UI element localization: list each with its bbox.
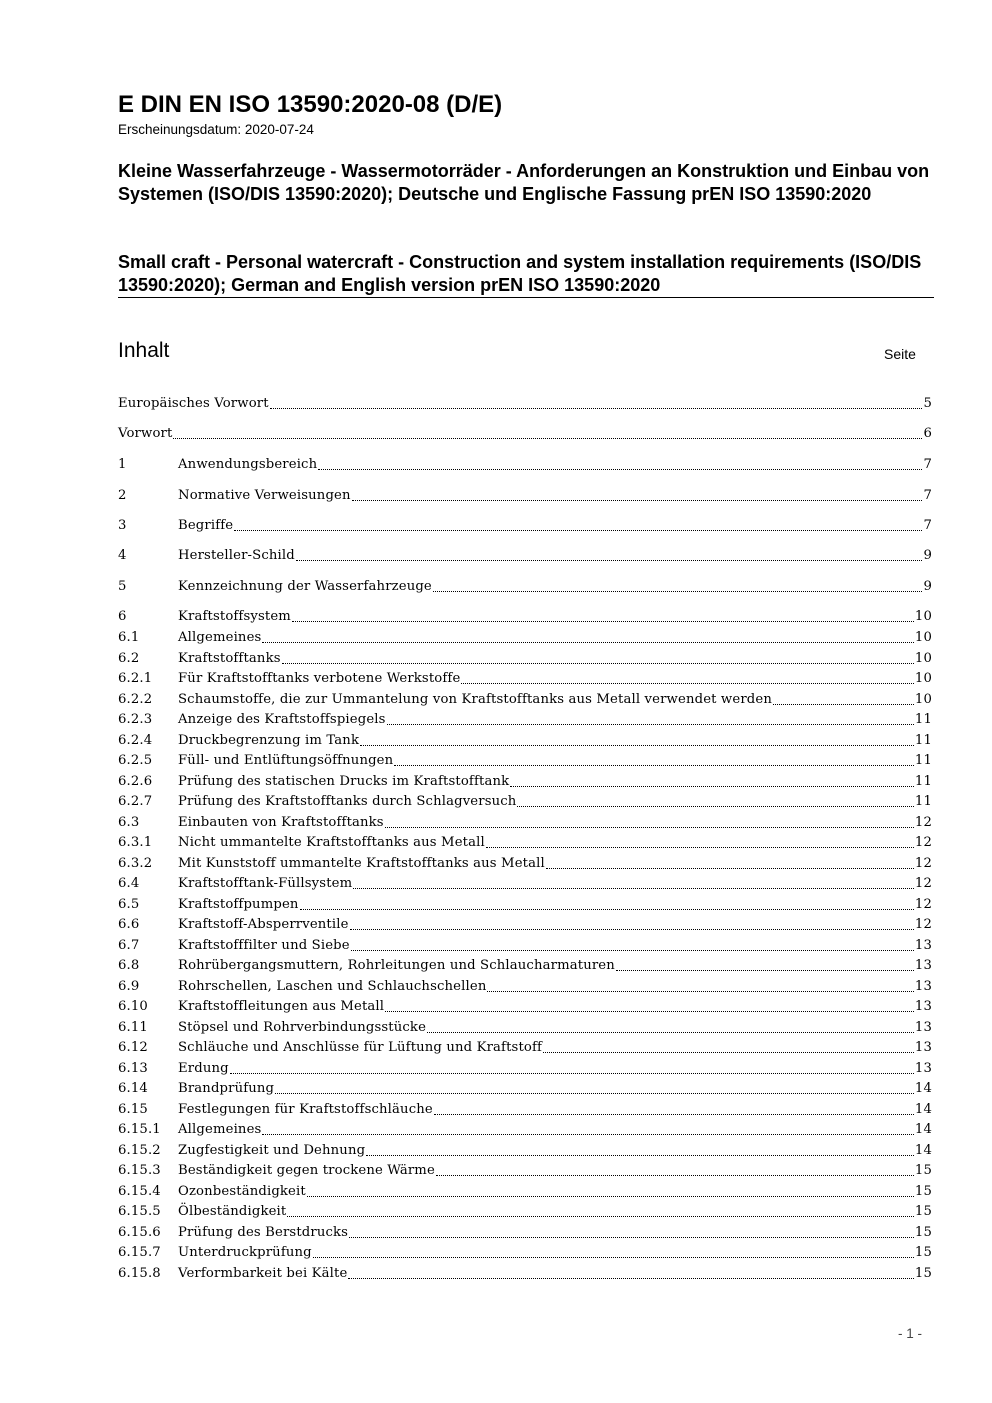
toc-entry[interactable] xyxy=(118,1264,932,1284)
toc-entry-page: 12 xyxy=(914,896,932,912)
toc-entry-number: 6.2 xyxy=(118,650,140,666)
toc-entry-page: 15 xyxy=(914,1245,932,1260)
toc-entry-number: 6.15.2 xyxy=(118,1142,161,1158)
toc-entry-title[interactable]: Hersteller-Schild xyxy=(178,548,295,563)
toc-entry-page: 14 xyxy=(914,1101,932,1117)
dot-leader xyxy=(230,1072,914,1074)
toc-entry-page: 10 xyxy=(914,650,932,666)
toc-entry-page: 15 xyxy=(914,1163,932,1178)
toc-entry-title[interactable]: Füll- und Entlüftungsöffnungen xyxy=(178,753,394,768)
title-german: Kleine Wasserfahrzeuge - Wassermotorräder - Anforderungen an Konstruktion und Einbau von Systemen (ISO/DIS 13590:2020); Deutsche und Englische Fassung prEN ISO 13590:2020 xyxy=(118,161,930,204)
dot-leader xyxy=(543,1051,914,1053)
toc-entry-page: 12 xyxy=(914,917,932,932)
document-id: E DIN EN ISO 13590:2020-08 (D/E) xyxy=(118,91,503,118)
toc-entry-page: 10 xyxy=(914,671,932,686)
dot-leader xyxy=(292,620,914,622)
toc-entry-page: 11 xyxy=(914,753,932,768)
dot-leader xyxy=(351,949,914,951)
dot-leader xyxy=(353,887,914,889)
dot-leader xyxy=(300,908,914,910)
toc-entry[interactable] xyxy=(118,1018,932,1038)
toc-entry-page: 12 xyxy=(914,835,932,850)
toc-entry-number: 6.10 xyxy=(118,999,148,1014)
toc-entry-page: 13 xyxy=(914,1019,932,1035)
toc-entry-number: 6.1 xyxy=(118,630,140,645)
toc-entry-number: 6.15.7 xyxy=(118,1245,161,1260)
toc-entry-title[interactable]: Anwendungsbereich xyxy=(178,457,318,472)
toc-entry-page: 13 xyxy=(914,958,932,973)
dot-leader xyxy=(436,1174,914,1176)
toc-entry-title[interactable]: Normative Verweisungen xyxy=(178,488,351,503)
dot-leader xyxy=(282,662,914,664)
toc-entry-number: 6.4 xyxy=(118,876,140,891)
toc-entry[interactable] xyxy=(118,577,932,597)
toc-entry[interactable] xyxy=(118,833,932,853)
toc-entry[interactable] xyxy=(118,1243,932,1263)
dot-leader xyxy=(773,703,914,705)
toc-entry[interactable] xyxy=(118,486,932,506)
toc-entry-number: 6.8 xyxy=(118,958,140,973)
toc-entry[interactable] xyxy=(118,607,932,627)
dot-leader xyxy=(546,867,914,869)
toc-entry-title[interactable]: Prüfung des Kraftstofftanks durch Schlagversuch xyxy=(178,794,517,809)
toc-entry-page: 14 xyxy=(914,1142,932,1158)
toc-entry-number: 6.2.5 xyxy=(118,753,153,768)
dot-leader xyxy=(427,1031,914,1033)
toc-entry[interactable] xyxy=(118,813,932,833)
toc-entry-title[interactable]: Allgemeines xyxy=(178,630,262,645)
toc-entry-number: 1 xyxy=(118,457,127,472)
toc-entry-title[interactable]: Mit Kunststoff ummantelte Kraftstofftanks aus Metall xyxy=(178,855,545,871)
toc-entry-page: 11 xyxy=(914,712,932,727)
toc-entry-title[interactable]: Prüfung des Berstdrucks xyxy=(178,1224,349,1240)
toc-entry-page: 14 xyxy=(914,1122,932,1137)
toc-entry-page: 9 xyxy=(923,548,932,563)
toc-entry-number: 6.15.8 xyxy=(118,1265,161,1281)
toc-entry[interactable] xyxy=(118,997,932,1017)
toc-entry-number: 6.15.5 xyxy=(118,1204,161,1219)
toc-entry[interactable] xyxy=(118,424,932,444)
toc-entry-title[interactable]: Begriffe xyxy=(178,518,234,533)
toc-entry-number: 6.15 xyxy=(118,1101,148,1117)
toc-entry-title[interactable]: Für Kraftstofftanks verbotene Werkstoffe xyxy=(178,671,461,686)
dot-leader xyxy=(510,785,914,787)
dot-leader xyxy=(385,1010,914,1012)
toc-entry-page: 6 xyxy=(923,426,932,441)
toc-entry[interactable] xyxy=(118,1079,932,1099)
toc-entry-title[interactable]: Stöpsel und Rohrverbindungsstücke xyxy=(178,1019,427,1035)
toc-entry-page: 10 xyxy=(914,691,932,707)
toc-entry[interactable] xyxy=(118,874,932,894)
toc-entry-number: 6 xyxy=(118,609,127,624)
toc-entry-title[interactable]: Ozonbeständigkeit xyxy=(178,1183,306,1199)
toc-entry-number: 6.15.6 xyxy=(118,1224,161,1240)
toc-entry-number: 5 xyxy=(118,579,127,594)
toc-entry-title[interactable]: Druckbegrenzung im Tank xyxy=(178,732,360,748)
toc-entry[interactable] xyxy=(118,1161,932,1181)
toc-entry-title[interactable]: Kraftstofftanks xyxy=(178,650,281,666)
dot-leader xyxy=(173,437,922,439)
toc-entry-number: 6.6 xyxy=(118,917,140,932)
toc-entry-title[interactable]: Schläuche und Anschlüsse für Lüftung und Kraftstoff xyxy=(178,1040,543,1055)
toc-entry-number: 4 xyxy=(118,548,127,563)
toc-entry-title[interactable]: Erdung xyxy=(178,1060,229,1076)
toc-entry-number: 6.2.1 xyxy=(118,671,153,686)
toc-entry-title[interactable]: Kraftstofftank-Füllsystem xyxy=(178,876,353,891)
page-number: - 1 - xyxy=(898,1326,923,1341)
dot-leader xyxy=(318,468,922,470)
title-english: Small craft - Personal watercraft - Construction and system installation requirements (ISO/DIS 13590:2020); German and English version prEN ISO 13590:2020 xyxy=(118,252,922,295)
toc-entry-page: 13 xyxy=(914,937,932,953)
toc-entry-page: 11 xyxy=(914,794,932,809)
toc-entry-number: 6.3.2 xyxy=(118,855,153,871)
dot-leader xyxy=(270,407,923,409)
toc-entry-number: 6.3.1 xyxy=(118,835,153,850)
toc-entry-title[interactable]: Vorwort xyxy=(118,426,173,441)
toc-entry-page: 5 xyxy=(923,396,932,411)
toc-entry-page: 15 xyxy=(914,1265,932,1281)
toc-entry-number: 6.9 xyxy=(118,978,140,994)
toc-entry[interactable] xyxy=(118,915,932,935)
dot-leader xyxy=(360,744,914,746)
toc-entry[interactable] xyxy=(118,710,932,730)
toc-entry[interactable] xyxy=(118,792,932,812)
toc-entry-title[interactable]: Kraftstoffleitungen aus Metall xyxy=(178,999,385,1014)
toc-entry-number: 6.2.7 xyxy=(118,794,153,809)
toc-heading: Inhalt xyxy=(118,339,170,362)
toc-entry-title[interactable]: Einbauten von Kraftstofftanks xyxy=(178,814,384,830)
toc-entry[interactable] xyxy=(118,751,932,771)
toc-entry-title[interactable]: Beständigkeit gegen trockene Wärme xyxy=(178,1163,435,1178)
publication-date: Erscheinungsdatum: 2020-07-24 xyxy=(118,122,314,137)
dot-leader xyxy=(433,590,923,592)
toc-entry-title[interactable]: Nicht ummantelte Kraftstofftanks aus Metall xyxy=(178,835,485,850)
toc-entry-title[interactable]: Brandprüfung xyxy=(178,1081,275,1096)
toc-entry-page: 10 xyxy=(914,630,932,645)
toc-entry[interactable] xyxy=(118,1059,932,1079)
dot-leader xyxy=(287,1215,914,1217)
toc-entry-page: 13 xyxy=(914,1060,932,1076)
toc-entry-page: 15 xyxy=(914,1204,932,1219)
toc-entry[interactable] xyxy=(118,649,932,669)
toc-entry-page: 7 xyxy=(923,457,932,472)
dot-leader xyxy=(275,1092,914,1094)
toc-entry-page: 12 xyxy=(914,876,932,891)
toc-entry-title[interactable]: Kraftstoffsystem xyxy=(178,609,291,624)
toc-entry-number: 6.2.6 xyxy=(118,773,153,789)
toc-entry-page: 7 xyxy=(923,518,932,533)
toc-entry-page: 11 xyxy=(914,732,932,748)
toc-entry-title[interactable]: Kraftstoffpumpen xyxy=(178,896,299,912)
toc-page-column-label: Seite xyxy=(884,346,916,362)
toc-entry-page: 12 xyxy=(914,814,932,830)
toc-entry-page: 13 xyxy=(914,999,932,1014)
toc-entry-number: 6.15.1 xyxy=(118,1122,161,1137)
toc-entry[interactable] xyxy=(118,1202,932,1222)
toc-entry-number: 6.7 xyxy=(118,937,140,953)
toc-entry-page: 13 xyxy=(914,1040,932,1055)
toc-entry-number: 6.3 xyxy=(118,814,140,830)
dot-leader xyxy=(385,826,914,828)
dot-leader xyxy=(486,846,914,848)
toc-entry-page: 11 xyxy=(914,773,932,789)
title-divider xyxy=(118,297,934,298)
toc-entry[interactable] xyxy=(118,1223,932,1243)
toc-entry-number: 6.11 xyxy=(118,1019,148,1035)
dot-leader xyxy=(461,682,914,684)
toc-entry[interactable] xyxy=(118,956,932,976)
toc-entry[interactable] xyxy=(118,455,932,475)
toc-entry-number: 6.5 xyxy=(118,896,140,912)
toc-entry-title[interactable]: Ölbeständigkeit xyxy=(178,1204,287,1219)
dot-leader xyxy=(387,723,914,725)
toc-entry-title[interactable]: Rohrübergangsmuttern, Rohrleitungen und Schlaucharmaturen xyxy=(178,958,615,973)
toc-entry[interactable] xyxy=(118,731,932,751)
toc-entry-number: 6.15.4 xyxy=(118,1183,161,1199)
dot-leader xyxy=(487,990,913,992)
toc-entry[interactable] xyxy=(118,690,932,710)
toc-entry-title[interactable]: Prüfung des statischen Drucks im Kraftstofftank xyxy=(178,773,510,789)
toc-entry-title[interactable]: Kennzeichnung der Wasserfahrzeuge xyxy=(178,579,432,594)
toc-entry-number: 6.2.3 xyxy=(118,712,153,727)
dot-leader xyxy=(296,559,923,561)
toc-entry-page: 9 xyxy=(923,579,932,594)
toc-entry-title[interactable]: Allgemeines xyxy=(178,1122,262,1137)
dot-leader xyxy=(349,1236,914,1238)
dot-leader xyxy=(394,764,914,766)
toc-entry-number: 3 xyxy=(118,518,127,533)
toc-entry-title[interactable]: Anzeige des Kraftstoffspiegels xyxy=(178,712,386,727)
toc-entry-page: 10 xyxy=(914,609,932,624)
dot-leader xyxy=(234,529,922,531)
toc-entry-title[interactable]: Kraftstofffilter und Siebe xyxy=(178,937,350,953)
toc-entry-page: 14 xyxy=(914,1081,932,1096)
toc-entry[interactable] xyxy=(118,1182,932,1202)
toc-entry-title[interactable]: Festlegungen für Kraftstoffschläuche xyxy=(178,1101,433,1117)
dot-leader xyxy=(262,641,913,643)
toc-entry[interactable] xyxy=(118,1141,932,1161)
toc-entry-title[interactable]: Unterdruckprüfung xyxy=(178,1245,312,1260)
dot-leader xyxy=(616,969,914,971)
toc-entry-title[interactable]: Schaumstoffe, die zur Ummantelung von Kraftstofftanks aus Metall verwendet werden xyxy=(178,691,772,707)
toc-entry-number: 6.2.4 xyxy=(118,732,153,748)
toc-entry[interactable] xyxy=(118,516,932,536)
toc-entry[interactable] xyxy=(118,1038,932,1058)
toc-entry-title[interactable]: Europäisches Vorwort xyxy=(118,396,269,411)
dot-leader xyxy=(313,1256,914,1258)
toc-entry[interactable] xyxy=(118,772,932,792)
toc-entry-title[interactable]: Verformbarkeit bei Kälte xyxy=(178,1265,348,1281)
toc-entry-number: 6.14 xyxy=(118,1081,148,1096)
toc-entry-title[interactable]: Zugfestigkeit und Dehnung xyxy=(178,1142,366,1158)
toc-entry-number: 6.13 xyxy=(118,1060,148,1076)
toc-entry[interactable] xyxy=(118,895,932,915)
dot-leader xyxy=(350,928,914,930)
toc-entry[interactable] xyxy=(118,628,932,648)
toc-entry-number: 6.12 xyxy=(118,1040,148,1055)
toc-entry-number: 6.15.3 xyxy=(118,1163,161,1178)
toc-entry-page: 13 xyxy=(914,978,932,994)
toc-entry-page: 15 xyxy=(914,1224,932,1240)
toc-entry[interactable] xyxy=(118,394,932,414)
dot-leader xyxy=(307,1195,914,1197)
toc-entry[interactable] xyxy=(118,1100,932,1120)
dot-leader xyxy=(352,499,923,501)
dot-leader xyxy=(366,1154,914,1156)
toc-entry[interactable] xyxy=(118,546,932,566)
dot-leader xyxy=(434,1113,914,1115)
toc-entry-page: 15 xyxy=(914,1183,932,1199)
toc-entry-title[interactable]: Kraftstoff-Absperrventile xyxy=(178,917,349,932)
toc-entry[interactable] xyxy=(118,936,932,956)
dot-leader xyxy=(348,1277,913,1279)
toc-entry-title[interactable]: Rohrschellen, Laschen und Schlauchschellen xyxy=(178,978,487,994)
toc-entry[interactable] xyxy=(118,669,932,689)
toc-entry[interactable] xyxy=(118,977,932,997)
dot-leader xyxy=(262,1133,913,1135)
toc-entry-page: 7 xyxy=(923,488,932,503)
dot-leader xyxy=(517,805,913,807)
toc-entry[interactable] xyxy=(118,1120,932,1140)
toc-entry-page: 12 xyxy=(914,855,932,871)
toc-entry-number: 6.2.2 xyxy=(118,691,153,707)
toc-entry-number: 2 xyxy=(118,488,127,503)
toc-entry[interactable] xyxy=(118,854,932,874)
